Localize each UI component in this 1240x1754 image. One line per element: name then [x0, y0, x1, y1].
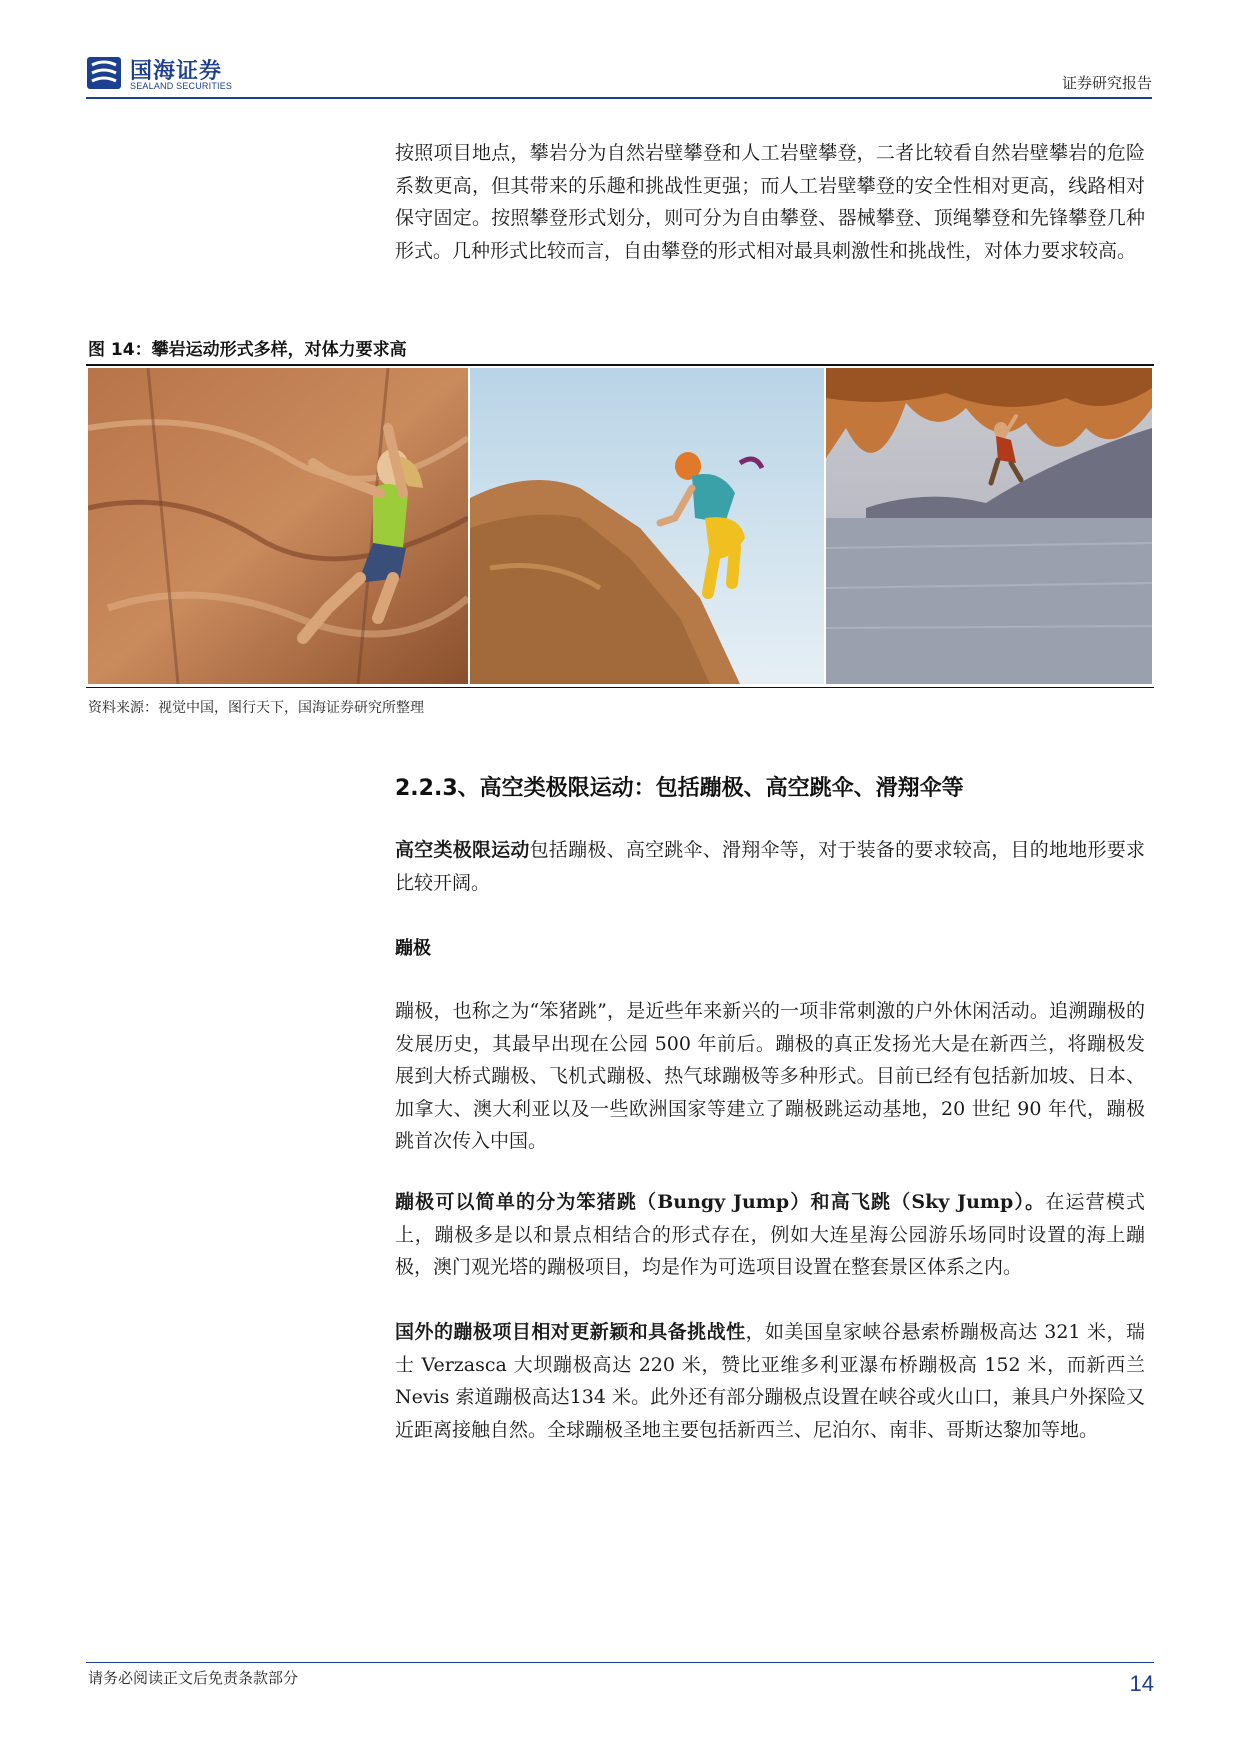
header-divider — [86, 97, 1152, 99]
figure-title: 图 14：攀岩运动形式多样，对体力要求高 — [88, 340, 407, 360]
figure-bottom-rule — [86, 687, 1154, 688]
paragraph-3-body: 在运营模式上，蹦极多是以和景点相结合的形式存在，例如大连星海公园游乐场同时设置的海上蹦极，澳门观光塔的蹦极项目，均是作为可选项目设置在整套景区体系之内。 — [395, 1191, 1145, 1278]
sub-heading-bungee: 蹦极 — [395, 938, 431, 959]
page-number: 14 — [1129, 1671, 1154, 1696]
footer-disclaimer: 请务必阅读正文后免责条款部分 — [88, 1669, 299, 1687]
logo-text-en: SEALAND SECURITIES — [130, 81, 233, 91]
paragraph-1-body: 包括蹦极、高空跳伞、滑翔伞等，对于装备的要求较高，目的地地形要求比较开阔。 — [395, 839, 1145, 894]
figure-top-rule — [86, 364, 1154, 366]
intro-paragraph: 按照项目地点，攀岩分为自然岩壁攀登和人工岩壁攀登，二者比较看自然岩壁攀岩的危险系数更高，但其带来的乐趣和挑战性更强；而人工岩壁攀登的安全性相对更高，线路相对保守固定。按照攀登形式划分，则可分为自由攀登、器械攀登、顶绳攀登和先锋攀登几种形式。几种形式比较而言，自由攀登的形式相对最具刺激性和挑战性，对体力要求较高。 — [395, 142, 1145, 262]
photo-climber-under-cave-overhang-sea — [826, 368, 1152, 684]
paragraph-1-lead: 高空类极限运动 — [395, 839, 530, 861]
section-heading: 2.2.3、高空类极限运动：包括蹦极、高空跳伞、滑翔伞等 — [395, 776, 964, 801]
section-paragraph-1 — [395, 834, 1145, 899]
photo-climber-on-rock-against-sky — [470, 368, 824, 684]
figure-source: 资料来源：视觉中国，图行天下，国海证券研究所整理 — [88, 700, 424, 716]
section-paragraph-3 — [395, 1186, 1145, 1284]
paragraph-4-lead: 国外的蹦极项目相对更新颖和具备挑战性 — [395, 1321, 746, 1343]
logo-text-cn: 国海证券 — [130, 59, 223, 84]
footer-divider — [86, 1662, 1154, 1663]
photo-woman-climbing-rock-face — [88, 368, 468, 684]
report-type-label: 证券研究报告 — [1061, 74, 1152, 92]
section-paragraph-4 — [395, 1316, 1145, 1446]
paragraph-3-lead: 蹦极可以简单的分为笨猪跳（Bungy Jump）和高飞跳（Sky Jump）。 — [395, 1191, 1046, 1213]
section-paragraph-2: 蹦极，也称之为“笨猪跳”，是近些年来新兴的一项非常刺激的户外休闲活动。追溯蹦极的发展历史，其最早出现在公园 500 年前后。蹦极的真正发扬光大是在新西兰，将蹦极发展到大桥式蹦极、飞机式蹦极、热气球蹦极等多种形式。目前已经有包括新加坡、日本、加拿大、澳大利亚以及一些欧洲国家等建立了蹦极跳运动基地，20 世纪 90 年代，蹦极跳首次传入中国。 — [395, 1000, 1145, 1152]
sealand-logo-icon — [86, 56, 122, 90]
company-logo — [86, 54, 236, 94]
paragraph-4-body: ，如美国皇家峡谷悬索桥蹦极高达 321 米，瑞士 Verzasca 大坝蹦极高达 220 米，赞比亚维多利亚瀑布桥蹦极高 152 米，而新西兰 Nevis 索道蹦极高达134 米。此外还有部分蹦极点设置在峡谷或火山口，兼具户外探险又近距离接触自然。全球蹦极圣地主要包括新西兰、尼泊尔、南非、哥斯达黎加等地。 — [395, 1321, 1145, 1441]
